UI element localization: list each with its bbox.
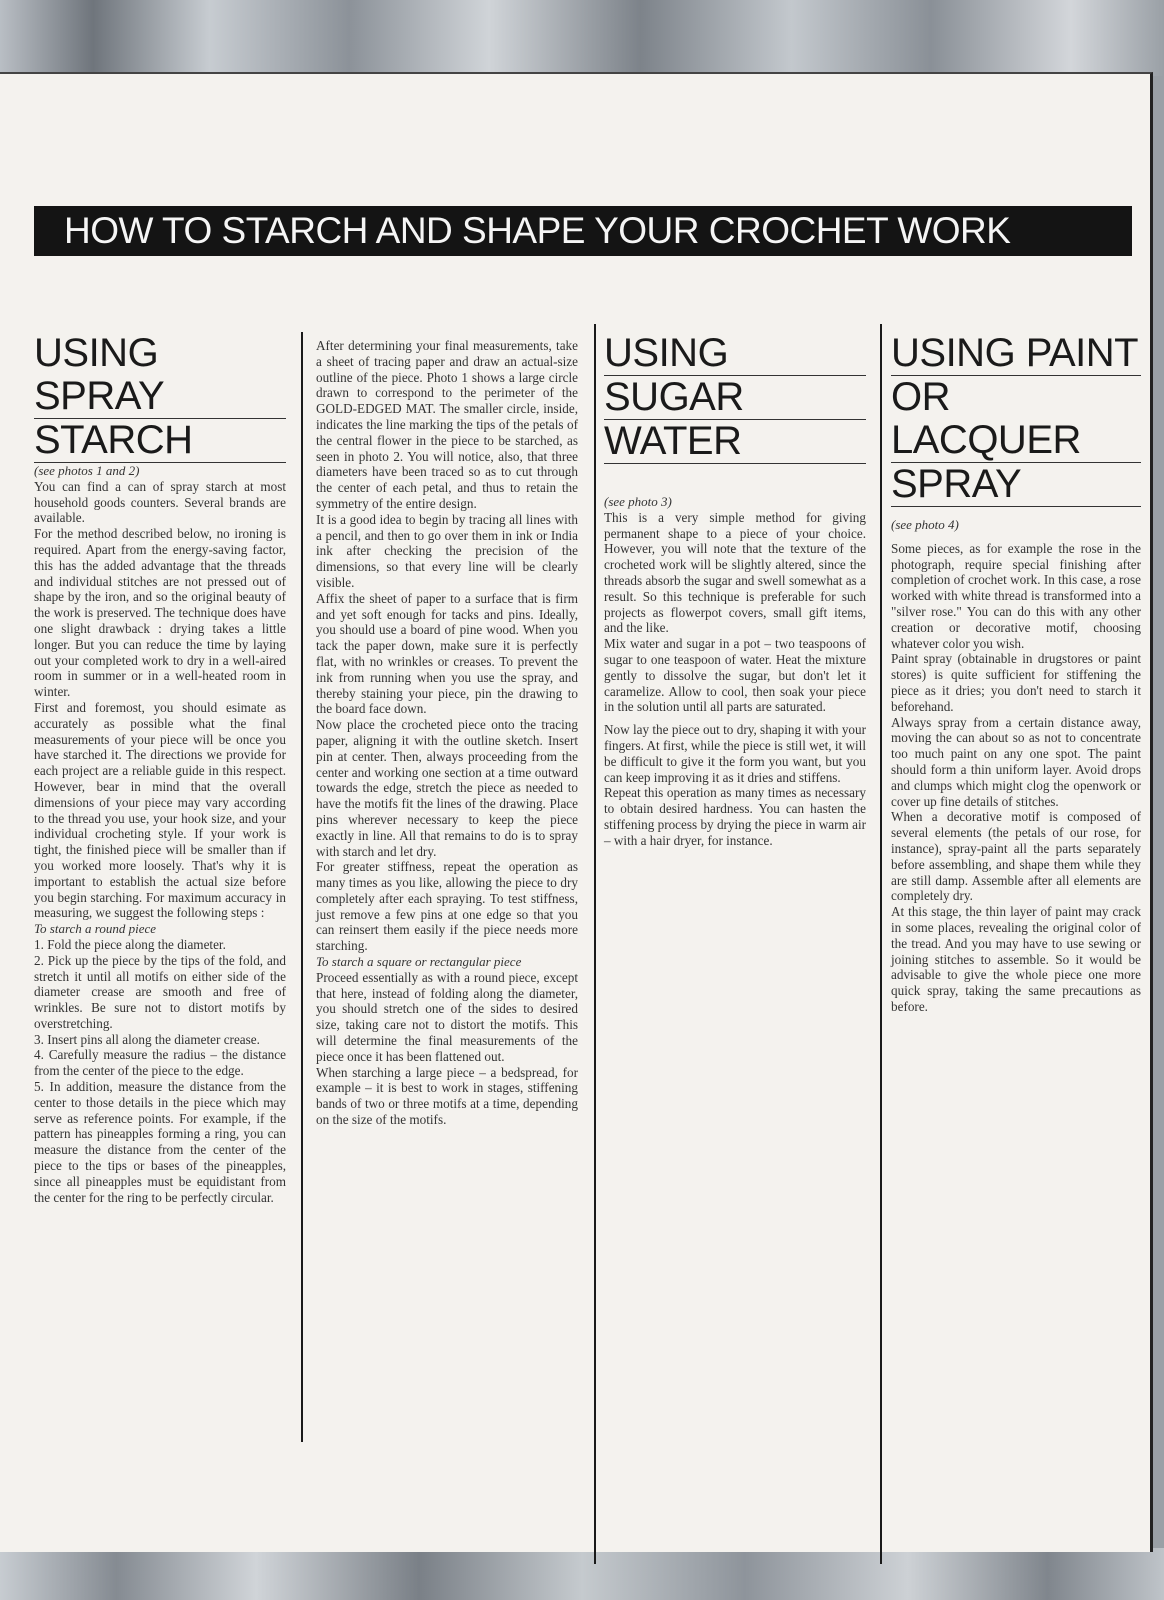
paragraph: After determining your final measurements, take a sheet of tracing paper and draw an actual-size outline of the piece. Photo 1 shows a large circle drawn to correspond to the perimeter of the GOLD-EDGED MAT. The smaller circle, inside, indicates the line marking the tips of the petals of the central flower in the piece to be starched, as seen in photo 2. You will notice, also, that three diameters have been traced so as to cut through the center of each petal, and thus to retain the symmetry of the entire design.	[316, 338, 578, 511]
step: 2. Pick up the piece by the tips of the fold, and stretch it until all motifs on either side of the diameter crease are smooth and free of wrinkles. Be sure not to distort motifs by overstretching.	[34, 952, 286, 1031]
paragraph: Paint spray (obtainable in drugstores or paint stores) is quite sufficient for stiffening the piece as it dries; you don't need to starch it beforehand.	[891, 651, 1141, 714]
subheading: To starch a round piece	[34, 921, 157, 937]
paragraph: Now lay the piece out to dry, shaping it with your fingers. At first, while the piece is still wet, it will be difficult to give it the form you want, but you can keep improving it as it dries and stiffens.	[604, 722, 866, 785]
column-spray-starch-continued	[316, 338, 578, 1128]
paragraph: Now place the crocheted piece onto the tracing paper, aligning it with the outline sketch. Insert pin at center. Then, always proceeding from the center and working one section at a time outward towards the edge, stretch the piece as needed to have the motifs fit the lines of the drawing. Place pins wherever necessary to keep the piece exactly in line. All that remains to do is to spray with starch and let dry.	[316, 717, 578, 859]
heading-line: STARCH	[34, 419, 286, 463]
heading-line: SUGAR	[604, 376, 866, 420]
paragraph: Proceed essentially as with a round piece, except that here, instead of folding along the diameter, you should stretch one of the sides to desired size, taking care not to distort the motifs. This will determine the final measurements of the piece once it has been flattened out.	[316, 969, 578, 1064]
step: 1. Fold the piece along the diameter.	[34, 936, 226, 952]
paragraph: You can find a can of spray starch at most household goods counters. Several brands are available.	[34, 478, 286, 526]
paragraph: Mix water and sugar in a pot – two teaspoons of sugar to one teaspoon of water. Heat the mixture gently to dissolve the sugar, but don't let it caramelize. Allow to cool, then soak your piece in the solution until all parts are saturated.	[604, 636, 866, 715]
subheading: To starch a square or rectangular piece	[316, 954, 522, 970]
paragraph: For the method described below, no ironing is required. Apart from the energy-saving factor, this has the added advantage that the threads and individual stitches are not pressed out of shape by the iron, and so the original beauty of the work is preserved. The technique does have one slight drawback : drying takes a little longer. But you can reduce the time by laying out your completed work to dry in a well-aired room in summer or in a well-heated room in winter.	[34, 526, 286, 700]
step: 5. In addition, measure the distance from the center to those details in the piece which may serve as reference points. For example, if the pattern has pineapples forming a ring, you can measure the distance from the center of the piece to the tips or bases of the pineapples, since all pineapples must be equidistant from the center for the ring to be perfectly circular.	[34, 1079, 286, 1205]
photo-caption: (see photos 1 and 2)	[34, 463, 140, 478]
section-heading-spray-starch	[34, 332, 286, 463]
paragraph: For greater stiffness, repeat the operation as many times as you like, allowing the piece to dry completely after each spraying. To test stiffness, just remove a few pins at one edge so that you can reinsert them easily if the piece needs more starching.	[316, 859, 578, 954]
step: 4. Carefully measure the radius – the distance from the center of the piece to the edge.	[34, 1047, 286, 1079]
column-divider	[301, 332, 303, 1442]
heading-line: SPRAY	[891, 463, 1141, 507]
column-paint-lacquer	[891, 332, 1141, 1015]
scan-border-bottom	[0, 1548, 1164, 1600]
paragraph: Affix the sheet of paper to a surface that is firm and yet soft enough for tacks and pins. Ideally, you should use a board of pine wood. When you tack the paper down, make sure it is perfectly flat, with no wrinkles or creases. To prevent the ink from running when you use the spray, and thereby staining your piece, pin the drawing to the board face down.	[316, 590, 578, 717]
paragraph: At this stage, the thin layer of paint may crack in some places, revealing the original color of the tread. And you may have to use sewing or joining stitches to assemble. So it would be advisable to give the whole piece one more quick spray, taking the same precautions as before.	[891, 904, 1141, 1014]
photo-caption: (see photo 4)	[891, 517, 959, 532]
paragraph: Always spray from a certain distance away, moving the can about so as not to concentrate too much paint on any one spot. The paint should form a thin uniform layer. Avoid drops and clumps which might clog the openwork or cover up fine details of stitches.	[891, 714, 1141, 809]
paragraph: When a decorative motif is composed of several elements (the petals of our rose, for instance), spray-paint all the parts separately before assembling, and shape them while they are still damp. Assemble after all elements are completely dry.	[891, 809, 1141, 904]
step: 3. Insert pins all along the diameter crease.	[34, 1031, 260, 1047]
photo-caption: (see photo 3)	[604, 494, 672, 509]
paragraph: When starching a large piece – a bedspread, for example – it is best to work in stages, stiffening bands of two or three motifs at a time, depending on the size of the motifs.	[316, 1064, 578, 1128]
heading-line: USING PAINT	[891, 332, 1141, 376]
column-sugar-water	[604, 332, 866, 849]
section-heading-sugar-water	[604, 332, 866, 464]
page	[0, 72, 1153, 1552]
heading-line: USING SPRAY	[34, 332, 286, 419]
banner-title: HOW TO STARCH AND SHAPE YOUR CROCHET WORK	[34, 206, 1132, 256]
heading-line: WATER	[604, 420, 866, 464]
column-divider	[594, 324, 596, 1564]
column-divider	[880, 324, 882, 1564]
paragraph: Repeat this operation as many times as necessary to obtain desired hardness. You can hasten the stiffening process by drying the piece in warm air – with a hair dryer, for instance.	[604, 785, 866, 848]
heading-line: OR LACQUER	[891, 376, 1141, 463]
scan-border-top	[0, 0, 1164, 76]
section-heading-paint-lacquer	[891, 332, 1141, 507]
heading-line: USING	[604, 332, 866, 376]
paragraph: Some pieces, as for example the rose in the photograph, require special finishing after completion of crochet work. In this case, a rose worked with white thread is transformed into a "silver rose." You can do this with any other creation or decorative motif, choosing whatever color you wish.	[891, 540, 1141, 651]
paragraph: It is a good idea to begin by tracing all lines with a pencil, and then to go over them in ink or India ink after checking the precision of the dimensions, so that every line will be clearly visible.	[316, 511, 578, 590]
column-spray-starch	[34, 332, 286, 1205]
paragraph: This is a very simple method for giving permanent shape to a piece of your choice. However, you will note that the texture of the crocheted work will be slightly altered, since the threads absorb the sugar and swell somewhat as a result. So this technique is preferable for such projects as flowerpot covers, small gift items, and the like.	[604, 509, 866, 636]
paragraph: First and foremost, you should esimate as accurately as possible what the final measurements of your piece will be once you have starched it. The directions we provide for each project are a reliable guide in this respect. However, bear in mind that the overall dimensions of your piece may vary according to the thread you use, your hook size, and your individual crocheting style. If your work is tight, the finished piece will be smaller than if you worked more loosely. That's why it is important to establish the actual size before you begin starching. For maximum accuracy in measuring, we suggest the following steps :	[34, 699, 286, 921]
